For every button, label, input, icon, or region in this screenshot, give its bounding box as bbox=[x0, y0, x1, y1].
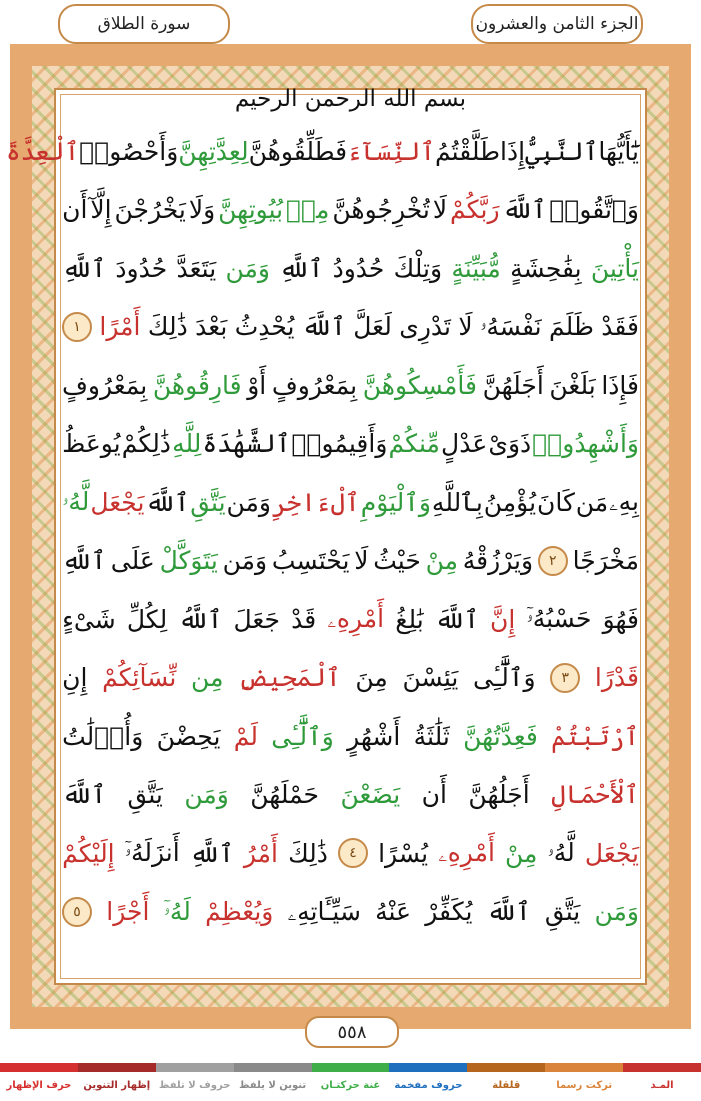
word: فَعِدَّتُهُنَّ bbox=[463, 721, 538, 751]
word: ٱللَّهَ bbox=[434, 604, 479, 634]
word: ٱللَّهَ bbox=[62, 780, 107, 810]
word: فَارِقُوهُنَّ bbox=[152, 370, 242, 400]
word: نَفْسَهُۥ bbox=[480, 311, 542, 341]
word: عَلَى bbox=[110, 546, 155, 576]
word: ٱلشَّهَٰدَةَ bbox=[202, 429, 291, 459]
word: لَعَلَّ bbox=[353, 312, 392, 342]
word: وَأَقِيمُوا۟ bbox=[291, 429, 388, 459]
word: ٱللَّهَ bbox=[301, 312, 346, 342]
word: يَتَوَكَّلْ bbox=[159, 546, 218, 576]
word: مِنْ bbox=[505, 838, 538, 868]
legend-color-bars bbox=[0, 1063, 701, 1072]
word: ٱللَّهُ bbox=[178, 604, 223, 634]
word: وَٱلَّٰٓـِٔى bbox=[271, 721, 334, 751]
word: مِنَ bbox=[355, 663, 388, 693]
legend-color-swatch bbox=[389, 1063, 467, 1072]
word: أَمْرُ bbox=[243, 838, 278, 868]
word: أَجْرًا bbox=[106, 897, 150, 927]
word: ظَلَمَ bbox=[549, 312, 594, 342]
text-line bbox=[62, 298, 639, 357]
text-line bbox=[62, 415, 639, 474]
word: لَّهُۥ bbox=[62, 487, 90, 517]
word: بِمَعْرُوفٍ bbox=[62, 370, 148, 400]
basmala: بسم الله الرحمن الرحيم bbox=[234, 86, 467, 112]
word: ٱللَّهَ bbox=[502, 195, 547, 225]
word: بَلَغْنَ bbox=[549, 370, 596, 400]
legend-color-swatch bbox=[623, 1063, 701, 1072]
word: مِّنكُمْ bbox=[388, 429, 440, 459]
word: لِعِدَّتِهِنَّ bbox=[178, 136, 249, 166]
word: لِلَّهِ bbox=[172, 429, 202, 459]
word: لِكُلِّ bbox=[126, 604, 168, 634]
word: إِلَيْكُمْ bbox=[62, 838, 115, 868]
word: أَمْرِهِۦ bbox=[327, 604, 385, 634]
word: يَأْتِينَ bbox=[590, 253, 639, 283]
word: وَٱلْيَوْمِ bbox=[360, 487, 431, 517]
legend-color-swatch bbox=[0, 1063, 78, 1072]
text-line bbox=[62, 649, 639, 708]
legend-label: المـد bbox=[650, 1080, 674, 1091]
legend-color-swatch bbox=[545, 1063, 623, 1072]
legend-label: حروف مفخمة bbox=[394, 1080, 463, 1091]
word: بِمَعْرُوفٍ bbox=[271, 370, 358, 400]
word: أَمْرًا bbox=[99, 312, 141, 342]
word: نِّسَآئِكُمْ bbox=[102, 663, 177, 693]
word: فَقَدْ bbox=[601, 312, 639, 342]
word: لَا bbox=[432, 195, 448, 225]
text-line bbox=[62, 473, 639, 532]
word: عَدْلٍ bbox=[441, 429, 488, 459]
legend-color-swatch bbox=[78, 1063, 156, 1072]
word: بِهِۦ bbox=[609, 487, 639, 517]
word: وَأُو۟لَٰتُ bbox=[62, 721, 144, 751]
word: حُدُودَ bbox=[115, 253, 168, 283]
word: لَّهُۥ bbox=[547, 838, 575, 868]
word: ٱللَّهَ bbox=[486, 897, 531, 927]
legend-label: تنوين لا يلفظ bbox=[239, 1080, 307, 1091]
word: وَتِلْكَ bbox=[393, 253, 443, 283]
word: بُيُوتِهِنَّ bbox=[218, 195, 284, 225]
word: فَطَلِّقُوهُنَّ bbox=[248, 136, 348, 166]
word: سَيِّـَٔاتِهِۦ bbox=[287, 896, 361, 926]
word: مِنْ bbox=[425, 546, 458, 576]
word: مِن bbox=[191, 663, 224, 693]
word: لَمْ bbox=[233, 721, 258, 751]
legend-label: تركت رسما bbox=[556, 1080, 613, 1091]
word: يَجْعَل bbox=[584, 838, 639, 868]
word: أَن bbox=[421, 780, 447, 810]
word: وَلَا bbox=[188, 195, 216, 225]
word: يُؤْمِنُ bbox=[483, 487, 537, 517]
tajweed-legend bbox=[0, 1063, 701, 1101]
word: أَجَلُهُنَّ bbox=[468, 780, 530, 810]
text-line bbox=[62, 239, 639, 298]
word: يَضَعْنَ bbox=[340, 780, 401, 810]
word: يُسْرًا bbox=[378, 838, 429, 868]
ayah-number-marker: ٥ bbox=[62, 897, 92, 927]
word: بِفَٰحِشَةٍ bbox=[510, 253, 582, 283]
word: فَأَمْسِكُوهُنَّ bbox=[362, 370, 477, 400]
word: فَهُوَ bbox=[602, 604, 639, 634]
word: أَجَلَهُنَّ bbox=[482, 370, 544, 400]
word: وَأَحْصُوا۟ bbox=[79, 136, 179, 166]
word: إِذَا bbox=[500, 136, 526, 166]
word: ٱللَّهِ bbox=[279, 253, 324, 283]
word: يَحْتَسِبُ bbox=[271, 546, 350, 576]
legend-label: قلقلة bbox=[492, 1080, 521, 1091]
word: جَعَلَ bbox=[233, 604, 280, 634]
word: حَسْبُهُۥٓ bbox=[526, 604, 592, 634]
legend-color-swatch bbox=[234, 1063, 312, 1072]
word: وَيُعْظِمْ bbox=[205, 897, 274, 927]
word: ٱلْمَحِيضِ bbox=[238, 663, 341, 693]
word: عَنْهُ bbox=[375, 897, 412, 927]
ayah-number-marker: ١ bbox=[62, 312, 92, 342]
word: يَتَّقِ bbox=[127, 780, 163, 810]
word: وَمَن bbox=[225, 253, 270, 283]
page-number: ٥٥٨ bbox=[305, 1016, 399, 1048]
word: مَن bbox=[575, 487, 609, 517]
word: ذَٰلِكُمْ bbox=[121, 429, 171, 459]
word: تُخْرِجُوهُنَّ bbox=[332, 195, 430, 225]
word: ثَلَٰثَةُ bbox=[413, 721, 450, 751]
word: وَمَن bbox=[222, 546, 268, 576]
legend-label: حرف الإظهار bbox=[6, 1080, 72, 1091]
text-line bbox=[5, 122, 639, 181]
word: بِٱللَّهِ bbox=[431, 487, 483, 517]
word: أَن bbox=[62, 195, 88, 225]
word: ٱللَّهِ bbox=[62, 253, 107, 283]
legend-labels bbox=[0, 1080, 701, 1091]
text-line bbox=[62, 181, 639, 240]
word: أَوْ bbox=[247, 370, 267, 400]
word: بَٰلِغُ bbox=[395, 604, 424, 634]
word: حَمْلَهُنَّ bbox=[250, 780, 320, 810]
word: ٱلنَّبِيُّ bbox=[525, 136, 599, 166]
legend-color-swatch bbox=[312, 1063, 390, 1072]
ayah-number-marker: ٢ bbox=[538, 546, 568, 576]
word: مُّبَيِّنَةٍ bbox=[451, 253, 501, 283]
word: ٱلْأَحْمَالِ bbox=[551, 780, 639, 810]
word: يَخْرُجْنَ bbox=[114, 195, 186, 225]
word: يُحْدِثُ bbox=[234, 312, 295, 342]
word: مِنۢ bbox=[286, 195, 330, 225]
word: وَمَن bbox=[226, 487, 271, 517]
word: يَٰٓأَيُّهَا bbox=[598, 136, 639, 166]
legend-color-swatch bbox=[467, 1063, 545, 1072]
word: يُوعَظُ bbox=[62, 429, 121, 459]
word: إِنَّ bbox=[490, 604, 516, 634]
word: وَأَشْهِدُوا۟ bbox=[532, 429, 639, 459]
word: يَتَّقِ bbox=[544, 897, 581, 927]
word: كَانَ bbox=[536, 487, 575, 517]
text-line bbox=[62, 824, 639, 883]
word: ٱللَّهِ bbox=[62, 546, 106, 576]
word: وَٱتَّقُوا۟ bbox=[549, 195, 639, 225]
text-line bbox=[62, 707, 639, 766]
word: أَمْرِهِۦ bbox=[438, 838, 495, 868]
word: يَتَّقِ bbox=[190, 487, 226, 517]
word: يَئِسْنَ bbox=[402, 663, 459, 693]
word: يَحِضْنَ bbox=[156, 721, 221, 751]
word: يَجْعَل bbox=[90, 487, 145, 517]
word: شَىْءٍ bbox=[62, 604, 116, 634]
word: أَشْهُرٍ bbox=[347, 721, 401, 751]
word: ٱلنِّسَآءَ bbox=[347, 136, 436, 166]
word: ٱلْءَاخِرِ bbox=[271, 487, 360, 517]
word: ٱلْعِدَّةَ bbox=[5, 136, 80, 166]
word: قَدْ bbox=[291, 604, 317, 634]
word: أَنزَلَهُۥٓ bbox=[124, 838, 180, 868]
word: مَخْرَجًا bbox=[572, 546, 639, 576]
word: ٱللَّهِ bbox=[189, 838, 234, 868]
ayah-number-marker: ٣ bbox=[550, 663, 580, 693]
word: بَعْدَ bbox=[195, 312, 228, 342]
surah-label: سورة الطلاق bbox=[58, 4, 230, 44]
text-line bbox=[62, 532, 639, 591]
word: وَمَن bbox=[594, 897, 639, 927]
juz-label: الجزء الثامن والعشرون bbox=[471, 4, 643, 44]
word: قَدْرًا bbox=[594, 663, 639, 693]
text-line bbox=[62, 356, 639, 415]
word: طَلَّقْتُمُ bbox=[435, 136, 501, 166]
word: لَا bbox=[458, 312, 473, 342]
word: وَمَن bbox=[184, 780, 229, 810]
word: لَهُۥٓ bbox=[163, 896, 191, 926]
legend-color-swatch bbox=[156, 1063, 234, 1072]
word: حَيْثُ bbox=[373, 546, 421, 576]
word: يُكَفِّرْ bbox=[425, 897, 473, 927]
word: ذَٰلِكَ bbox=[288, 838, 328, 868]
word: رَبَّكُمْ bbox=[450, 195, 500, 225]
legend-label: غنة حركتـان bbox=[320, 1080, 381, 1091]
word: حُدُودُ bbox=[332, 253, 385, 283]
quran-text bbox=[5, 122, 639, 941]
word: ذَوَىْ bbox=[488, 429, 532, 459]
text-line bbox=[62, 590, 639, 649]
word: ذَٰلِكَ bbox=[147, 312, 188, 342]
word: تَدْرِى bbox=[399, 312, 451, 342]
word: ٱرْتَبْتُمْ bbox=[551, 721, 639, 751]
text-line bbox=[62, 883, 639, 942]
text-line bbox=[62, 766, 639, 825]
word: ٱللَّهَ bbox=[145, 487, 190, 517]
legend-label: إظهار التنوين bbox=[83, 1080, 151, 1091]
word: وَٱلَّٰٓـِٔى bbox=[473, 663, 536, 693]
ayah-number-marker: ٤ bbox=[338, 838, 368, 868]
legend-label: حروف لا تلفظ bbox=[159, 1080, 231, 1091]
word: لَا bbox=[354, 546, 369, 576]
word: إِلَّآ bbox=[90, 195, 112, 225]
word: إِنِ bbox=[62, 663, 88, 693]
word: وَيَرْزُقْهُ bbox=[462, 546, 534, 576]
word: يَتَعَدَّ bbox=[176, 253, 217, 283]
word: فَإِذَا bbox=[601, 370, 639, 400]
